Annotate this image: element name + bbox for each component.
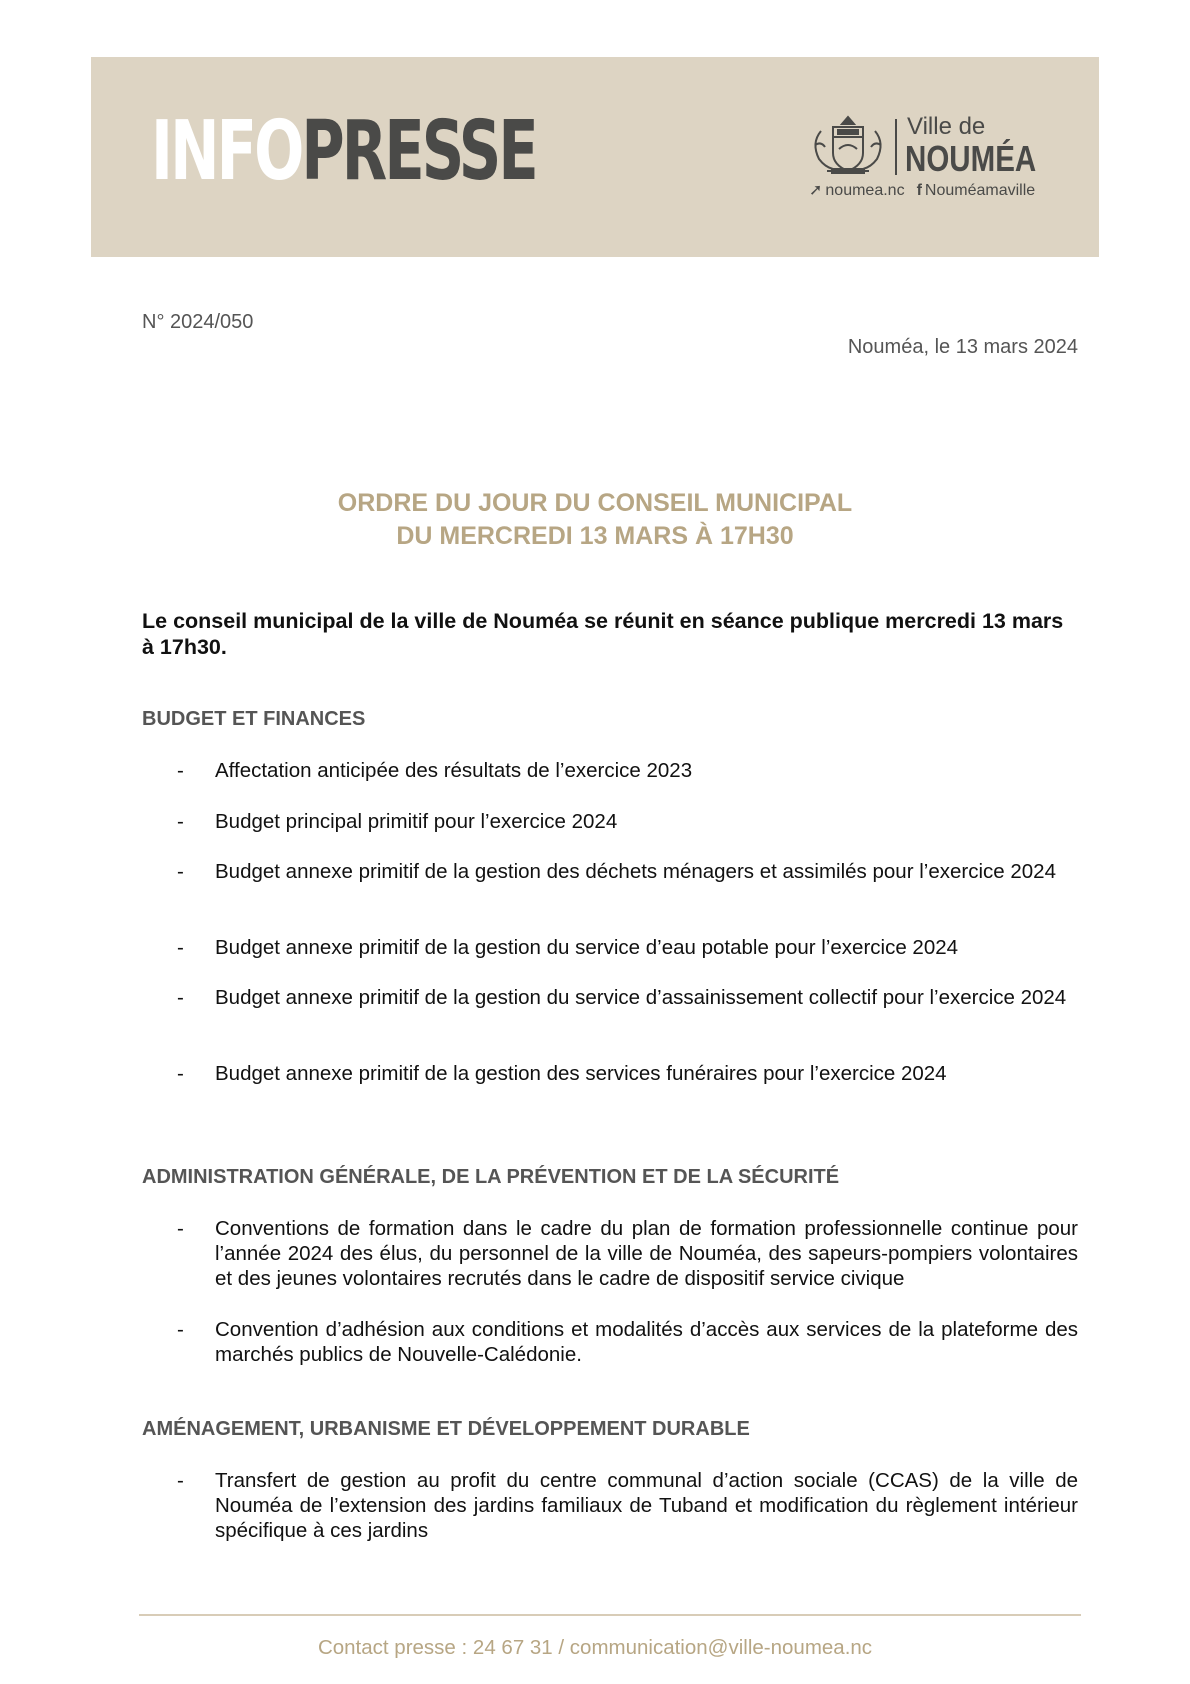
bullet-dash: - <box>177 1469 184 1492</box>
bullet-dash: - <box>177 810 184 833</box>
logo-social-links <box>809 183 1035 199</box>
list-item: Conventions de formation dans le cadre du plan de formation professionnelle continue pour l’année 2024 des élus, du personnel de la ville de Nouméa, des sapeurs-pompiers volontaires et des jeunes volontaires recrutés dans le cadre de dispositif service civique <box>215 1217 1078 1290</box>
facebook-icon: f <box>916 182 922 199</box>
info-presse-wordmark <box>151 104 536 199</box>
list-item: Transfert de gestion au profit du centre communal d’action sociale (CCAS) de la ville de Nouméa de l’extension des jardins familiaux de Tuband et modification du règlement intérieur spécifique à ces jardins <box>215 1469 1078 1542</box>
title-line-1: ORDRE DU JOUR DU CONSEIL MUNICIPAL <box>337 489 853 517</box>
bullet-dash: - <box>177 936 184 959</box>
header-banner <box>91 57 1099 257</box>
bullet-dash: - <box>177 1062 184 1085</box>
bullet-dash: - <box>177 759 184 782</box>
section-title-budget: BUDGET ET FINANCES <box>142 708 366 730</box>
list-item: Budget annexe primitif de la gestion du service d’assainissement collectif pour l’exercice 2024 <box>215 986 1067 1009</box>
bullet-dash: - <box>177 1217 184 1240</box>
list-item: Budget principal primitif pour l’exercice 2024 <box>215 810 618 833</box>
section-title-amenagement: AMÉNAGEMENT, URBANISME ET DÉVELOPPEMENT DURABLE <box>142 1418 750 1440</box>
footer-divider <box>139 1614 1081 1616</box>
facebook-link[interactable]: Nouméamaville <box>924 182 1036 199</box>
document-title <box>91 487 1099 553</box>
press-release-date: Nouméa, le 13 mars 2024 <box>847 336 1078 358</box>
brand-info: INFO <box>151 104 302 199</box>
section-title-administration: ADMINISTRATION GÉNÉRALE, DE LA PRÉVENTION ET DE LA SÉCURITÉ <box>142 1166 840 1188</box>
ville-de-noumea-logo <box>809 115 1039 205</box>
brand-presse: PRESSE <box>301 104 536 199</box>
list-item: Affectation anticipée des résultats de l’exercice 2023 <box>215 759 693 782</box>
logo-separator <box>895 119 897 175</box>
footer-contact: Contact presse : 24 67 31 / communication@ville-noumea.nc <box>317 1636 873 1659</box>
list-item: Budget annexe primitif de la gestion du service d’eau potable pour l’exercice 2024 <box>215 936 959 959</box>
noumea-crest-icon <box>809 115 887 177</box>
bullet-dash: - <box>177 986 184 1009</box>
title-line-2: DU MERCREDI 13 MARS À 17H30 <box>396 522 794 550</box>
website-link[interactable]: noumea.nc <box>825 182 905 199</box>
list-item: Convention d’adhésion aux conditions et modalités d’accès aux services de la plateforme des marchés publics de Nouvelle-Calédonie. <box>215 1318 1078 1366</box>
list-item: Budget annexe primitif de la gestion des déchets ménagers et assimilés pour l’exercice 2024 <box>215 860 1056 883</box>
bullet-dash: - <box>177 1318 184 1341</box>
press-release-number: N° 2024/050 <box>142 311 254 333</box>
logo-ville-de: Ville de <box>907 113 986 140</box>
list-item: Budget annexe primitif de la gestion des services funéraires pour l’exercice 2024 <box>215 1062 947 1085</box>
arrow-icon: ➚ <box>809 182 823 199</box>
bullet-dash: - <box>177 860 184 883</box>
logo-noumea: NOUMÉA <box>905 138 1037 179</box>
lead-paragraph: Le conseil municipal de la ville de Nouméa se réunit en séance publique mercredi 13 mars à 17h30. <box>142 609 1064 659</box>
